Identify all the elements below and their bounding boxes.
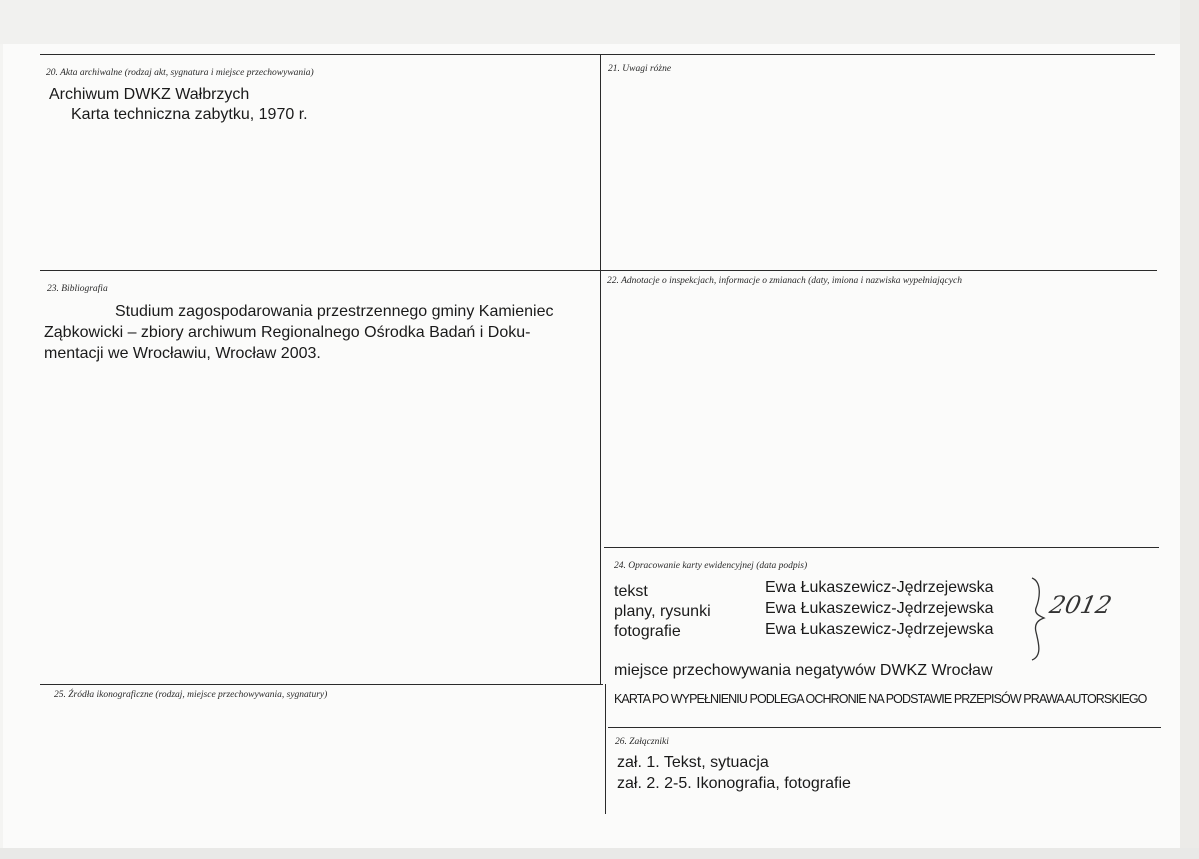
field-20-line-1: Archiwum DWKZ Wałbrzych — [49, 86, 250, 103]
field-26-line-2: zał. 2. 2-5. Ikonografia, fotografie — [617, 775, 851, 792]
field-23-line-3: mentacji we Wrocławiu, Wrocław 2003. — [44, 345, 321, 362]
author-role-text: tekst — [614, 583, 648, 600]
handwritten-brace — [1022, 574, 1052, 664]
rule-left-25 — [40, 684, 603, 685]
scan-margin-bottom — [0, 848, 1199, 859]
rule-section-24 — [604, 547, 1159, 548]
field-26-label: 26. Załączniki — [615, 737, 669, 747]
scan-margin-right — [1180, 0, 1199, 859]
handwritten-year: 2012 — [1047, 591, 1115, 619]
rule-top — [40, 54, 1155, 55]
field-20-line-2: Karta techniczna zabytku, 1970 r. — [71, 106, 308, 123]
field-24-label: 24. Opracowanie karty ewidencyjnej (data podpis) — [614, 561, 808, 571]
field-26-line-1: zał. 1. Tekst, sytuacja — [617, 754, 769, 771]
rule-section-26 — [608, 727, 1161, 728]
rule-center-vertical — [600, 54, 601, 684]
author-role-photos: fotografie — [614, 623, 681, 640]
form-sheet — [3, 44, 1180, 850]
rule-row-2 — [40, 270, 1157, 271]
field-23-label: 23. Bibliografia — [47, 284, 108, 294]
field-23-line-2: Ząbkowicki – zbiory archiwum Regionalnego Ośrodka Badań i Doku- — [44, 324, 531, 341]
author-name-text: Ewa Łukaszewicz-Jędrzejewska — [765, 579, 994, 596]
author-role-plans: plany, rysunki — [614, 603, 711, 620]
scan-margin-top — [0, 0, 1199, 44]
rule-center-vertical-lower — [605, 684, 606, 814]
negatives-location: miejsce przechowywania negatywów DWKZ Wrocław — [614, 662, 993, 679]
field-25-label: 25. Źródła ikonograficzne (rodzaj, miejsce przechowywania, sygnatury) — [54, 690, 328, 700]
copyright-notice: KARTA PO WYPEŁNIENIU PODLEGA OCHRONIE NA PODSTAWIE PRZEPISÓW PRAWA AUTORSKIEGO — [614, 692, 1147, 706]
field-22-label: 22. Adnotacje o inspekcjach, informacje o zmianach (daty, imiona i nazwiska wypełniających — [607, 276, 962, 286]
field-20-label: 20. Akta archiwalne (rodzaj akt, sygnatura i miejsce przechowywania) — [46, 68, 314, 78]
field-23-line-1: Studium zagospodarowania przestrzennego gminy Kamieniec — [115, 303, 554, 320]
author-name-plans: Ewa Łukaszewicz-Jędrzejewska — [765, 600, 994, 617]
field-21-label: 21. Uwagi różne — [608, 64, 672, 74]
author-name-photos: Ewa Łukaszewicz-Jędrzejewska — [765, 621, 994, 638]
